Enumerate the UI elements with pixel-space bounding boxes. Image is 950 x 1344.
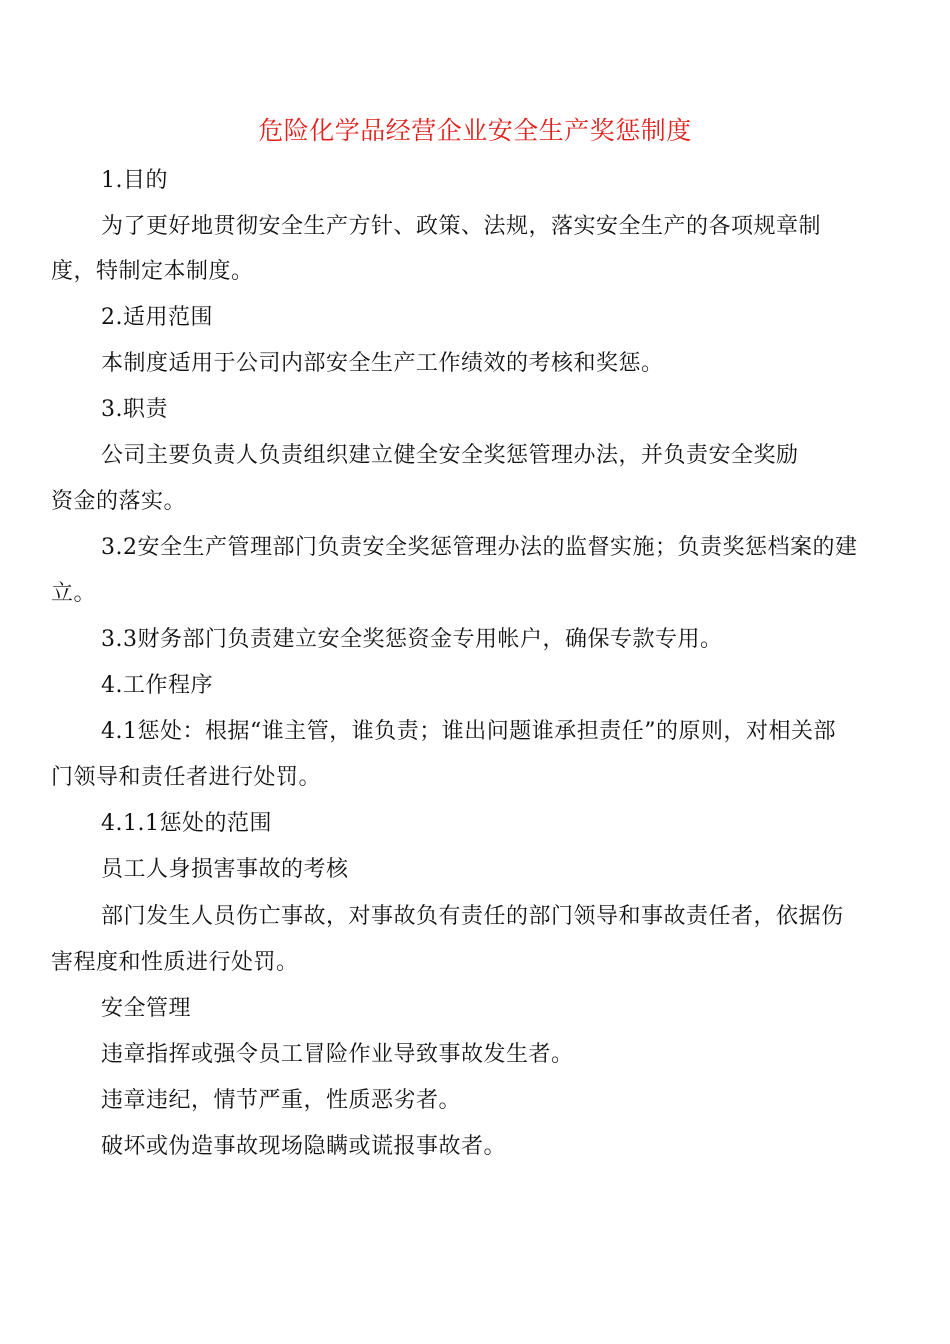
- paragraph-line: 3.2安全生产管理部门负责安全奖惩管理办法的监督实施；负责奖惩档案的建: [101, 535, 858, 560]
- section-heading-procedure: 4.工作程序: [101, 673, 213, 698]
- paragraph-line: 本制度适用于公司内部安全生产工作绩效的考核和奖惩。: [101, 351, 664, 376]
- paragraph-line: 门领导和责任者进行处罚。: [51, 765, 322, 790]
- document-title: 危险化学品经营企业安全生产奖惩制度: [258, 116, 692, 145]
- paragraph-line: 员工人身损害事故的考核: [101, 857, 349, 882]
- paragraph-line: 资金的落实。: [51, 489, 187, 514]
- subsection-heading: 4.1.1惩处的范围: [101, 811, 272, 836]
- paragraph-line: 公司主要负责人负责组织建立健全安全奖惩管理办法，并负责安全奖励: [101, 443, 799, 468]
- paragraph-line: 为了更好地贯彻安全生产方针、政策、法规，落实安全生产的各项规章制: [101, 214, 822, 239]
- paragraph-line: 度，特制定本制度。: [51, 259, 254, 284]
- section-heading-duties: 3.职责: [101, 397, 168, 422]
- paragraph-line: 部门发生人员伤亡事故，对事故负有责任的部门领导和事故责任者，依据伤: [101, 904, 844, 929]
- section-heading-scope: 2.适用范围: [101, 305, 213, 330]
- paragraph-line: 立。: [51, 581, 97, 606]
- paragraph-line: 违章指挥或强令员工冒险作业导致事故发生者。: [101, 1042, 574, 1067]
- paragraph-line: 3.3财务部门负责建立安全奖惩资金专用帐户，确保专款专用。: [101, 627, 723, 652]
- paragraph-line: 安全管理: [101, 996, 192, 1021]
- paragraph-line: 违章违纪，情节严重，性质恶劣者。: [101, 1088, 462, 1113]
- paragraph-line: 害程度和性质进行处罚。: [51, 950, 299, 975]
- paragraph-line: 4.1惩处：根据“谁主管，谁负责；谁出问题谁承担责任”的原则，对相关部: [101, 719, 836, 744]
- section-heading-purpose: 1.目的: [101, 168, 168, 193]
- paragraph-line: 破坏或伪造事故现场隐瞒或谎报事故者。: [101, 1134, 507, 1159]
